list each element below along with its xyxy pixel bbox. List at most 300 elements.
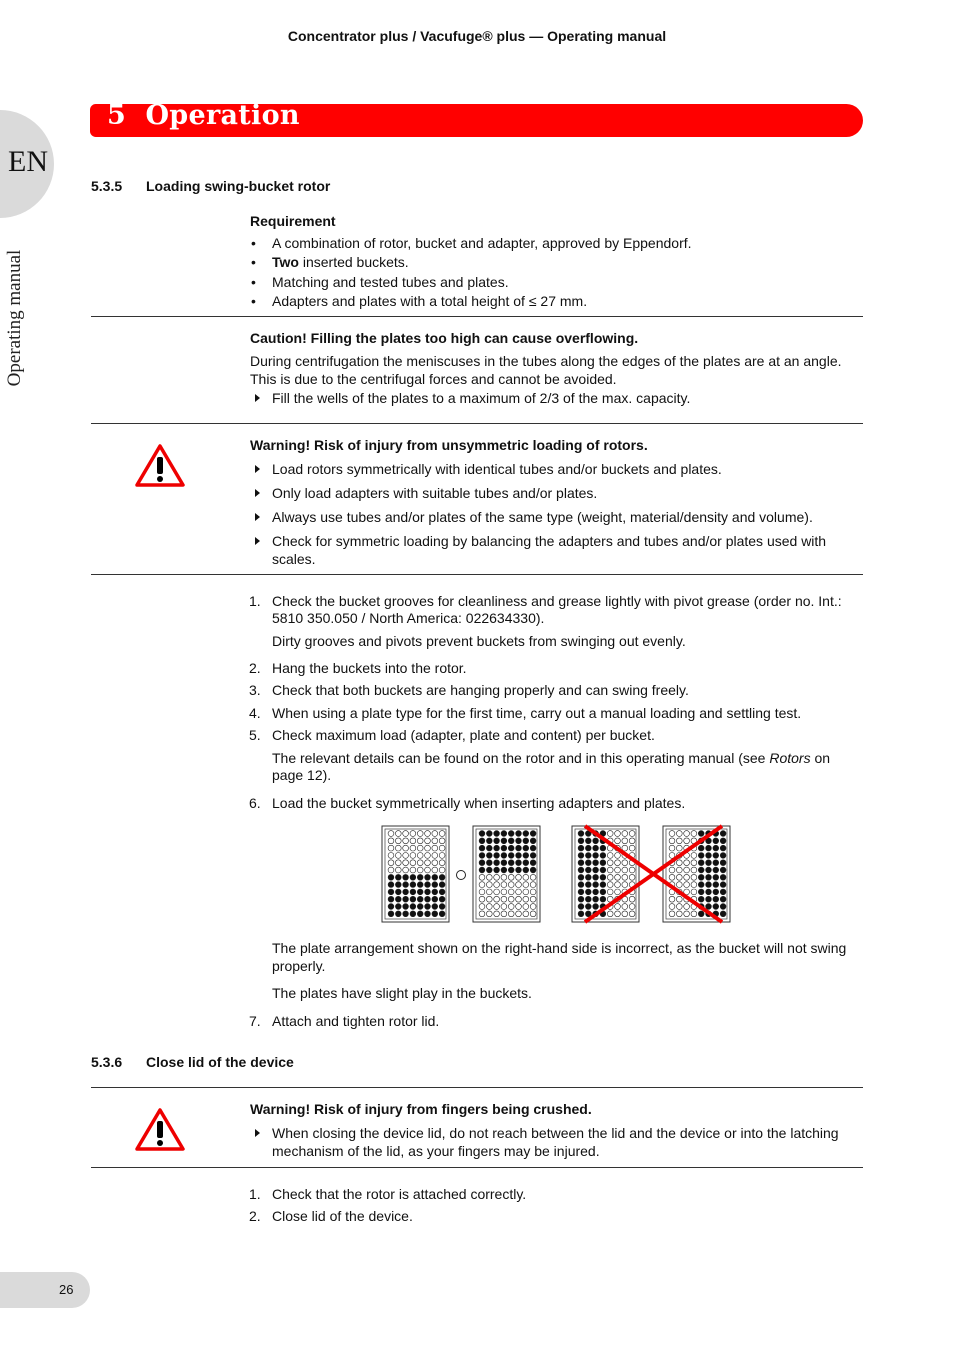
- empty-well: [432, 853, 438, 859]
- empty-well: [403, 831, 409, 837]
- empty-well: [410, 853, 416, 859]
- empty-well: [486, 896, 492, 902]
- empty-well: [607, 853, 613, 859]
- empty-well: [403, 838, 409, 844]
- requirement-heading: Requirement: [250, 213, 336, 229]
- filled-well: [425, 889, 431, 895]
- list-item: • A combination of rotor, bucket and adapter, approved by Eppendorf.: [251, 235, 692, 251]
- empty-well: [388, 867, 394, 873]
- empty-well: [494, 896, 500, 902]
- empty-well: [501, 874, 507, 880]
- empty-well: [629, 911, 635, 917]
- filled-well: [698, 896, 704, 902]
- action-item: Load rotors symmetrically with identical tubes and/or buckets and plates.: [251, 460, 861, 478]
- filled-well: [713, 874, 719, 880]
- empty-well: [486, 911, 492, 917]
- filled-well: [523, 867, 529, 873]
- filled-well: [388, 889, 394, 895]
- filled-well: [720, 860, 726, 866]
- filled-well: [439, 874, 445, 880]
- filled-well: [508, 845, 514, 851]
- step-number: 1.: [249, 1186, 261, 1202]
- caution-heading: Caution! Filling the plates too high can cause overflowing.: [250, 330, 639, 346]
- action-item: Only load adapters with suitable tubes and/or plates.: [251, 484, 861, 502]
- empty-well: [425, 838, 431, 844]
- empty-well: [410, 845, 416, 851]
- filled-well: [600, 860, 606, 866]
- empty-well: [388, 853, 394, 859]
- side-label: Operating manual: [4, 249, 25, 387]
- empty-well: [530, 889, 536, 895]
- filled-well: [516, 831, 522, 837]
- empty-well: [684, 904, 690, 910]
- step-note: The plate arrangement shown on the right-hand side is incorrect, as the bucket will not swing: [272, 940, 847, 956]
- empty-well: [395, 838, 401, 844]
- empty-well: [530, 896, 536, 902]
- filled-well: [585, 838, 591, 844]
- filled-well: [501, 853, 507, 859]
- empty-well: [622, 867, 628, 873]
- empty-well: [676, 845, 682, 851]
- filled-well: [439, 882, 445, 888]
- filled-well: [486, 867, 492, 873]
- empty-well: [494, 889, 500, 895]
- arrow-icon: [255, 513, 260, 521]
- step-number: 3.: [249, 682, 261, 698]
- filled-well: [713, 860, 719, 866]
- filled-well: [523, 860, 529, 866]
- empty-well: [417, 838, 423, 844]
- filled-well: [425, 882, 431, 888]
- empty-well: [607, 911, 613, 917]
- empty-well: [494, 874, 500, 880]
- filled-well: [410, 911, 416, 917]
- empty-well: [486, 882, 492, 888]
- step-text: Check that the rotor is attached correctly.: [272, 1186, 527, 1202]
- filled-well: [720, 896, 726, 902]
- filled-well: [395, 889, 401, 895]
- empty-well: [494, 882, 500, 888]
- filled-well: [516, 853, 522, 859]
- filled-well: [523, 831, 529, 837]
- filled-well: [388, 896, 394, 902]
- empty-well: [479, 882, 485, 888]
- filled-well: [403, 889, 409, 895]
- filled-well: [706, 896, 712, 902]
- empty-well: [615, 874, 621, 880]
- empty-well: [501, 911, 507, 917]
- empty-well: [684, 867, 690, 873]
- step-number: 2.: [249, 660, 261, 676]
- filled-well: [585, 860, 591, 866]
- filled-well: [706, 889, 712, 895]
- empty-well: [691, 853, 697, 859]
- step-number: 5.: [249, 727, 261, 743]
- filled-well: [585, 882, 591, 888]
- filled-well: [516, 845, 522, 851]
- empty-well: [486, 874, 492, 880]
- empty-well: [523, 896, 529, 902]
- filled-well: [403, 904, 409, 910]
- filled-well: [720, 867, 726, 873]
- empty-well: [410, 831, 416, 837]
- filled-well: [585, 904, 591, 910]
- empty-well: [629, 845, 635, 851]
- empty-well: [684, 882, 690, 888]
- empty-well: [622, 911, 628, 917]
- filled-well: [530, 867, 536, 873]
- filled-well: [530, 860, 536, 866]
- empty-well: [479, 904, 485, 910]
- filled-well: [593, 904, 599, 910]
- filled-well: [593, 845, 599, 851]
- empty-well: [479, 896, 485, 902]
- section-title: Close lid of the device: [146, 1054, 294, 1070]
- filled-well: [600, 853, 606, 859]
- filled-well: [501, 845, 507, 851]
- filled-well: [578, 882, 584, 888]
- filled-well: [516, 860, 522, 866]
- empty-well: [486, 904, 492, 910]
- filled-well: [486, 860, 492, 866]
- filled-well: [523, 845, 529, 851]
- empty-well: [432, 860, 438, 866]
- empty-well: [516, 882, 522, 888]
- empty-well: [479, 874, 485, 880]
- filled-well: [720, 853, 726, 859]
- empty-well: [432, 838, 438, 844]
- step-text: Check the bucket grooves for cleanliness and grease lightly with pivot grease (order no. Int.:: [272, 593, 842, 609]
- empty-well: [676, 860, 682, 866]
- filled-well: [439, 904, 445, 910]
- empty-well: [432, 867, 438, 873]
- empty-well: [508, 911, 514, 917]
- filled-well: [713, 853, 719, 859]
- filled-well: [713, 838, 719, 844]
- divider: [91, 423, 863, 424]
- step-note-cont: properly.: [272, 958, 326, 974]
- filled-well: [523, 853, 529, 859]
- empty-well: [622, 860, 628, 866]
- empty-well: [530, 911, 536, 917]
- filled-well: [578, 911, 584, 917]
- divider: [91, 316, 863, 317]
- empty-well: [691, 874, 697, 880]
- empty-well: [523, 889, 529, 895]
- empty-well: [676, 867, 682, 873]
- empty-well: [684, 860, 690, 866]
- empty-well: [516, 911, 522, 917]
- step-number: 4.: [249, 705, 261, 721]
- empty-well: [669, 904, 675, 910]
- empty-well: [395, 860, 401, 866]
- empty-well: [523, 882, 529, 888]
- empty-well: [395, 853, 401, 859]
- empty-well: [691, 867, 697, 873]
- filled-well: [713, 845, 719, 851]
- empty-well: [615, 911, 621, 917]
- filled-well: [486, 845, 492, 851]
- divider: [91, 574, 863, 575]
- empty-well: [494, 911, 500, 917]
- filled-well: [425, 904, 431, 910]
- plate-loading-illustration: [380, 824, 735, 926]
- empty-well: [508, 889, 514, 895]
- empty-well: [479, 889, 485, 895]
- empty-well: [607, 831, 613, 837]
- filled-well: [593, 896, 599, 902]
- filled-well: [501, 831, 507, 837]
- empty-well: [629, 904, 635, 910]
- step-number: 6.: [249, 795, 261, 811]
- filled-well: [516, 838, 522, 844]
- page-number-tab: [0, 1272, 90, 1308]
- empty-well: [432, 845, 438, 851]
- arrow-icon: [255, 1129, 260, 1137]
- empty-well: [607, 874, 613, 880]
- filled-well: [403, 882, 409, 888]
- filled-well: [593, 874, 599, 880]
- filled-well: [388, 882, 394, 888]
- filled-well: [713, 867, 719, 873]
- empty-well: [622, 904, 628, 910]
- filled-well: [395, 911, 401, 917]
- empty-well: [676, 904, 682, 910]
- empty-well: [432, 831, 438, 837]
- empty-well: [403, 853, 409, 859]
- filled-well: [486, 853, 492, 859]
- filled-well: [479, 860, 485, 866]
- filled-well: [432, 874, 438, 880]
- filled-well: [720, 911, 726, 917]
- empty-well: [615, 860, 621, 866]
- filled-well: [479, 831, 485, 837]
- filled-well: [417, 904, 423, 910]
- filled-well: [578, 853, 584, 859]
- empty-well: [516, 874, 522, 880]
- filled-well: [501, 838, 507, 844]
- empty-well: [523, 874, 529, 880]
- step-number: 1.: [249, 593, 261, 609]
- filled-well: [698, 874, 704, 880]
- warning-heading: Warning! Risk of injury from unsymmetric loading of rotors.: [250, 437, 648, 453]
- filled-well: [720, 889, 726, 895]
- empty-well: [607, 867, 613, 873]
- action-item-cont: scales.: [272, 551, 316, 567]
- empty-well: [615, 904, 621, 910]
- empty-well: [523, 911, 529, 917]
- filled-well: [494, 845, 500, 851]
- filled-well: [585, 889, 591, 895]
- step-note: Dirty grooves and pivots prevent buckets from swinging out evenly.: [272, 633, 686, 649]
- filled-well: [479, 838, 485, 844]
- empty-well: [684, 838, 690, 844]
- filled-well: [388, 904, 394, 910]
- empty-well: [439, 838, 445, 844]
- empty-well: [388, 838, 394, 844]
- empty-well: [439, 831, 445, 837]
- empty-well: [691, 882, 697, 888]
- empty-well: [403, 845, 409, 851]
- filled-well: [486, 831, 492, 837]
- filled-well: [706, 845, 712, 851]
- filled-well: [698, 911, 704, 917]
- filled-well: [600, 867, 606, 873]
- warning-triangle-icon: [135, 1107, 185, 1151]
- empty-well: [410, 838, 416, 844]
- filled-well: [578, 889, 584, 895]
- filled-well: [395, 896, 401, 902]
- filled-well: [600, 874, 606, 880]
- empty-well: [523, 904, 529, 910]
- empty-well: [516, 889, 522, 895]
- empty-well: [629, 838, 635, 844]
- filled-well: [593, 882, 599, 888]
- filled-well: [593, 838, 599, 844]
- filled-well: [713, 896, 719, 902]
- empty-well: [508, 874, 514, 880]
- empty-well: [425, 860, 431, 866]
- filled-well: [403, 874, 409, 880]
- filled-well: [508, 831, 514, 837]
- filled-well: [706, 882, 712, 888]
- empty-well: [629, 874, 635, 880]
- filled-well: [417, 874, 423, 880]
- empty-well: [501, 896, 507, 902]
- filled-well: [417, 896, 423, 902]
- filled-well: [425, 896, 431, 902]
- warning-heading: Warning! Risk of injury from fingers being crushed.: [250, 1101, 592, 1117]
- filled-well: [432, 882, 438, 888]
- filled-well: [439, 911, 445, 917]
- empty-well: [607, 860, 613, 866]
- filled-well: [578, 904, 584, 910]
- chapter-title: 5 Operation: [107, 100, 300, 131]
- empty-well: [388, 831, 394, 837]
- empty-well: [669, 874, 675, 880]
- filled-well: [600, 845, 606, 851]
- empty-well: [388, 860, 394, 866]
- rotor-axis-icon: [457, 871, 466, 880]
- section-heading-535: [91, 178, 330, 194]
- filled-well: [578, 896, 584, 902]
- filled-well: [585, 853, 591, 859]
- filled-well: [706, 853, 712, 859]
- action-item: Check for symmetric loading by balancing the adapters and tubes and/or plates used with: [251, 532, 861, 568]
- empty-well: [676, 882, 682, 888]
- empty-well: [508, 882, 514, 888]
- filled-well: [593, 860, 599, 866]
- divider: [91, 1167, 863, 1168]
- empty-well: [676, 911, 682, 917]
- filled-well: [417, 911, 423, 917]
- language-code: EN: [8, 145, 48, 178]
- empty-well: [622, 874, 628, 880]
- filled-well: [432, 896, 438, 902]
- section-title: Loading swing-bucket rotor: [146, 178, 331, 194]
- action-item-cont: mechanism of the lid, as your fingers may be injured.: [272, 1143, 600, 1159]
- filled-well: [713, 882, 719, 888]
- filled-well: [698, 853, 704, 859]
- filled-well: [410, 874, 416, 880]
- empty-well: [417, 845, 423, 851]
- filled-well: [720, 838, 726, 844]
- page-number: 26: [59, 1282, 74, 1297]
- empty-well: [691, 831, 697, 837]
- filled-well: [720, 882, 726, 888]
- empty-well: [669, 838, 675, 844]
- step-number: 7.: [249, 1013, 261, 1029]
- empty-well: [622, 882, 628, 888]
- filled-well: [578, 838, 584, 844]
- step-note: The relevant details can be found on the rotor and in this operating manual (see Rotors on: [272, 750, 831, 766]
- empty-well: [388, 845, 394, 851]
- list-item: • Adapters and plates with a total height of ≤ 27 mm.: [251, 293, 588, 309]
- filled-well: [388, 874, 394, 880]
- empty-well: [676, 874, 682, 880]
- filled-well: [432, 904, 438, 910]
- filled-well: [698, 867, 704, 873]
- filled-well: [698, 831, 704, 837]
- filled-well: [593, 853, 599, 859]
- filled-well: [530, 853, 536, 859]
- arrow-icon: [255, 394, 260, 402]
- filled-well: [600, 896, 606, 902]
- filled-well: [585, 867, 591, 873]
- filled-well: [410, 904, 416, 910]
- step-text: Hang the buckets into the rotor.: [272, 660, 467, 676]
- caution-body: During centrifugation the meniscuses in the tubes along the edges of the plates are at an angle.: [250, 353, 842, 369]
- empty-well: [439, 867, 445, 873]
- filled-well: [706, 904, 712, 910]
- filled-well: [706, 860, 712, 866]
- running-header: Concentrator plus / Vacufuge® plus — Operating manual: [287, 28, 667, 44]
- empty-well: [439, 845, 445, 851]
- filled-well: [403, 911, 409, 917]
- empty-well: [410, 867, 416, 873]
- empty-well: [669, 845, 675, 851]
- arrow-icon: [255, 465, 260, 473]
- empty-well: [676, 831, 682, 837]
- filled-well: [439, 896, 445, 902]
- filled-well: [439, 889, 445, 895]
- caution-body-2: This is due to the centrifugal forces and cannot be avoided.: [250, 371, 617, 387]
- filled-well: [479, 845, 485, 851]
- step-text-cont: 5810 350.050 / North America: 022634330).: [272, 610, 545, 626]
- empty-well: [410, 860, 416, 866]
- filled-well: [585, 845, 591, 851]
- step-text: When using a plate type for the first time, carry out a manual loading and settling test.: [272, 705, 802, 721]
- filled-well: [698, 889, 704, 895]
- empty-well: [691, 911, 697, 917]
- filled-well: [600, 882, 606, 888]
- empty-well: [439, 860, 445, 866]
- empty-well: [615, 882, 621, 888]
- empty-well: [417, 867, 423, 873]
- list-item: • Matching and tested tubes and plates.: [251, 274, 509, 290]
- filled-well: [720, 874, 726, 880]
- filled-well: [720, 831, 726, 837]
- filled-well: [395, 882, 401, 888]
- filled-well: [516, 867, 522, 873]
- step-text: Close lid of the device.: [272, 1208, 413, 1224]
- empty-well: [629, 896, 635, 902]
- empty-well: [615, 867, 621, 873]
- filled-well: [720, 845, 726, 851]
- empty-well: [417, 831, 423, 837]
- filled-well: [698, 860, 704, 866]
- filled-well: [578, 867, 584, 873]
